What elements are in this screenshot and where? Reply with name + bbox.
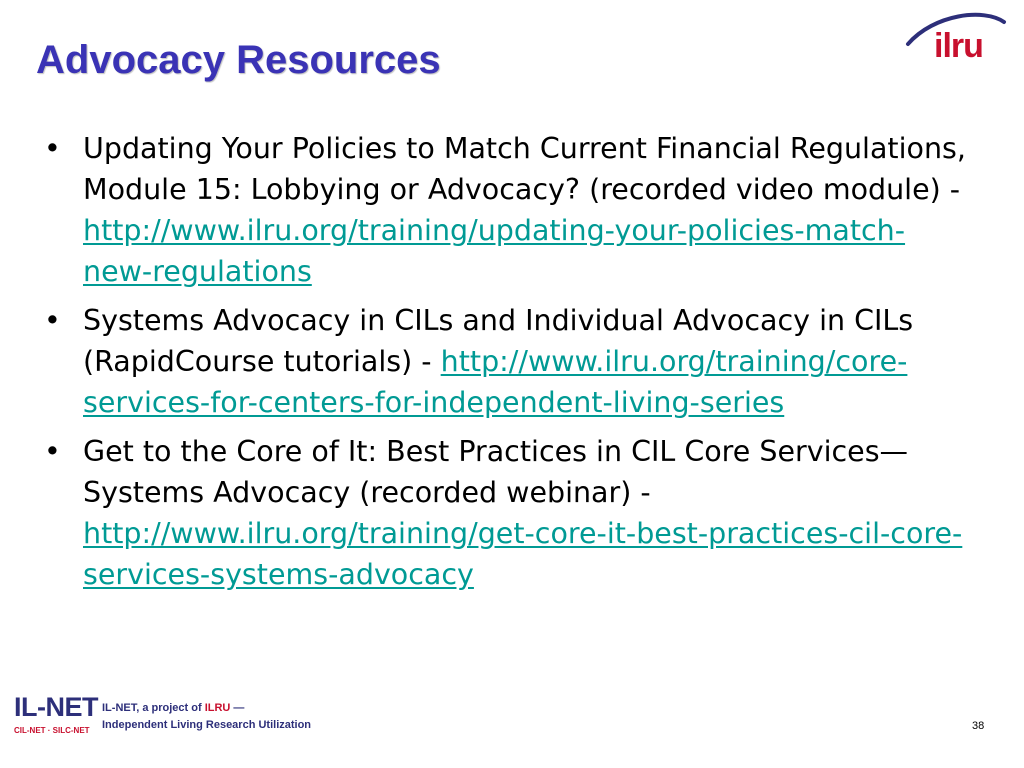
resource-link[interactable]: http://www.ilru.org/training/updating-your-policies-match-new-regulations <box>83 214 906 288</box>
list-item <box>44 431 974 595</box>
il-net-brand: IL-NET <box>14 692 98 722</box>
resource-description: Get to the Core of It: Best Practices in CIL Core Services—Systems Advocacy (recorded webinar) - <box>83 435 909 509</box>
footer-line1-a: IL-NET, a project of <box>102 702 205 714</box>
il-net-subbrand: CIL-NET · SILC-NET <box>14 726 90 735</box>
ilru-logo-text: ilru <box>934 27 983 65</box>
footer-line2: Independent Living Research Utilization <box>102 719 312 731</box>
resource-description: Updating Your Policies to Match Current Financial Regulations, Module 15: Lobbying or Advocacy? (recorded video module) - <box>83 132 966 206</box>
list-item <box>44 300 974 423</box>
bullet-icon: • <box>44 435 61 468</box>
bullet-icon: • <box>44 132 61 165</box>
bullet-icon: • <box>44 304 61 337</box>
footer-line1-b: ILRU <box>204 702 231 714</box>
slide-title: Advocacy Resources <box>36 38 441 82</box>
resource-list <box>44 128 974 603</box>
list-item <box>44 128 974 292</box>
ilru-logo <box>904 8 1008 68</box>
footer-tagline <box>102 700 311 734</box>
il-net-logo <box>14 692 98 735</box>
page-number: 38 <box>972 720 985 732</box>
resource-link[interactable]: http://www.ilru.org/training/core-services-for-centers-for-independent-living-series <box>83 345 908 419</box>
footer-line1-c: — <box>230 702 245 714</box>
resource-description: Systems Advocacy in CILs and Individual Advocacy in CILs (RapidCourse tutorials) - <box>83 304 914 378</box>
resource-link[interactable]: http://www.ilru.org/training/get-core-it-best-practices-cil-core-services-systems-advocacy <box>83 517 963 591</box>
